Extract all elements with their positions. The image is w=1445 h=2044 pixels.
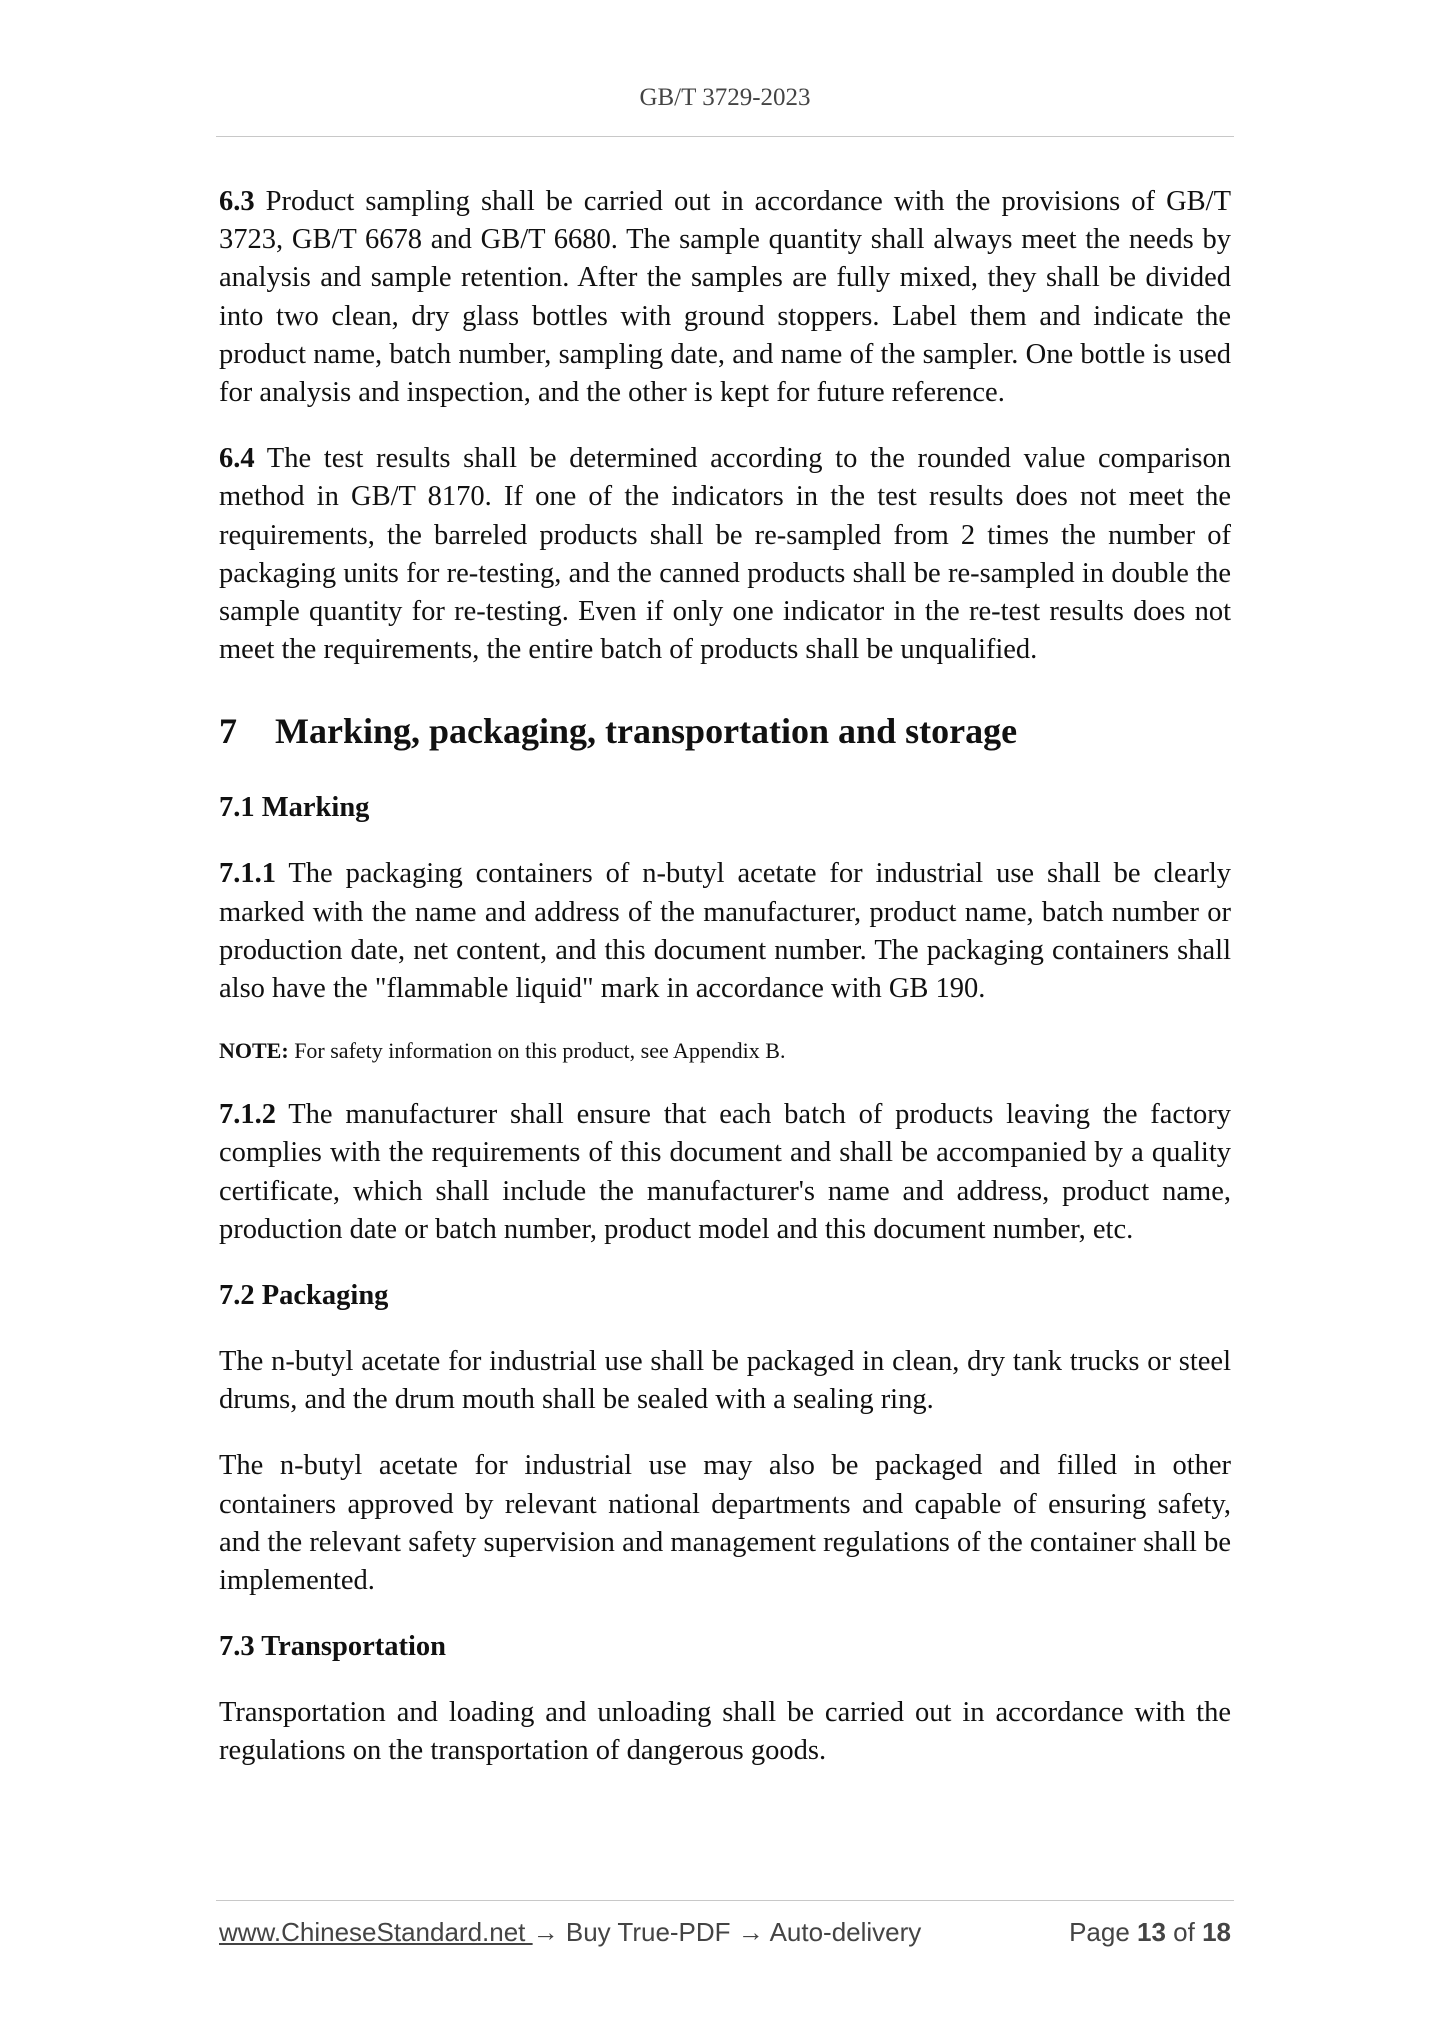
section-title: Marking, packaging, transportation and storage <box>275 711 1018 752</box>
subsection-7-1-heading: 7.1 Marking <box>219 792 370 824</box>
website-link[interactable]: www.ChineseStandard.net <box>219 1917 533 1947</box>
paragraph-7-1-1 <box>219 855 1231 1008</box>
header-divider <box>216 136 1234 137</box>
section-number: 7 <box>219 711 237 752</box>
page-total: 18 <box>1202 1917 1231 1947</box>
paragraph-text: The manufacturer shall ensure that each batch of products leaving the factory complies with the requirements of this document and shall be accompanied by a quality certificate, which shall include the manufacturer's name and address, product name, production date or batch number, product model and this document number, etc. <box>219 1099 1231 1245</box>
note-label: NOTE: <box>219 1038 289 1064</box>
footer-divider <box>216 1900 1234 1901</box>
clause-number: 6.3 <box>219 186 255 217</box>
subsection-7-2-heading: 7.2 Packaging <box>219 1280 389 1312</box>
paragraph-7-2-a: The n-butyl acetate for industrial use shall be packaged in clean, dry tank trucks or steel drums, and the drum mouth shall be sealed with a sealing ring. <box>219 1346 1231 1416</box>
paragraph-text: The packaging containers of n-butyl acetate for industrial use shall be clearly marked with the name and address of the manufacturer, product name, batch number or production date, net content, and this document number. The packaging containers shall also have the "flammable liquid" mark in accordance with GB 190. <box>219 858 1231 1005</box>
paragraph-text: The test results shall be determined according to the rounded value comparison method in GB/T 8170. If one of the indicators in the test results does not meet the requirements, the barreled products shall be re-sampled from 2 times the number of packaging units for re-testing, and the canned products shall be re-sampled in double the sample quantity for re-testing. Even if only one indicator in the re-test results does not meet the requirements, the entire batch of products shall be unqualified. <box>219 443 1231 666</box>
page-indicator <box>1069 1915 1231 1949</box>
clause-number: 7.1.1 <box>219 858 276 890</box>
section-7-heading <box>219 709 1231 753</box>
page-of-label: of <box>1165 1917 1203 1947</box>
note <box>219 1036 1231 1066</box>
paragraph-6-3 <box>219 183 1231 412</box>
note-text: For safety information on this product, see Appendix B. <box>288 1038 786 1064</box>
footer-tagline: → Buy True-PDF → Auto-delivery <box>532 1917 922 1947</box>
paragraph-7-3: Transportation and loading and unloading shall be carried out in accordance with the regulations on the transportation of dangerous goods. <box>219 1697 1231 1767</box>
page-footer <box>219 1915 1231 1949</box>
subsection-7-3-heading: 7.3 Transportation <box>219 1631 446 1663</box>
clause-number: 6.4 <box>219 443 255 475</box>
page-current: 13 <box>1137 1917 1166 1947</box>
paragraph-text: Product sampling shall be carried out in accordance with the provisions of GB/T 3723, GB/T 6678 and GB/T 6680. The sample quantity shall always meet the needs by analysis and sample retention. After the samples are fully mixed, they shall be divided into two clean, dry glass bottles with ground stoppers. Label them and indicate the product name, batch number, sampling date, and name of the sampler. One bottle is used for analysis and inspection, and the other is kept for future reference. <box>219 186 1231 409</box>
paragraph-7-1-2 <box>219 1096 1231 1249</box>
page-content <box>219 183 1231 1799</box>
page-header-doc-number: GB/T 3729-2023 <box>639 84 811 111</box>
clause-number: 7.1.2 <box>219 1099 276 1131</box>
paragraph-6-4 <box>219 440 1231 669</box>
page-label: Page <box>1069 1917 1138 1947</box>
paragraph-7-2-b: The n-butyl acetate for industrial use may also be packaged and filled in other containers approved by relevant national departments and capable of ensuring safety, and the relevant safety supervision and management regulations of the container shall be implemented. <box>219 1450 1231 1597</box>
